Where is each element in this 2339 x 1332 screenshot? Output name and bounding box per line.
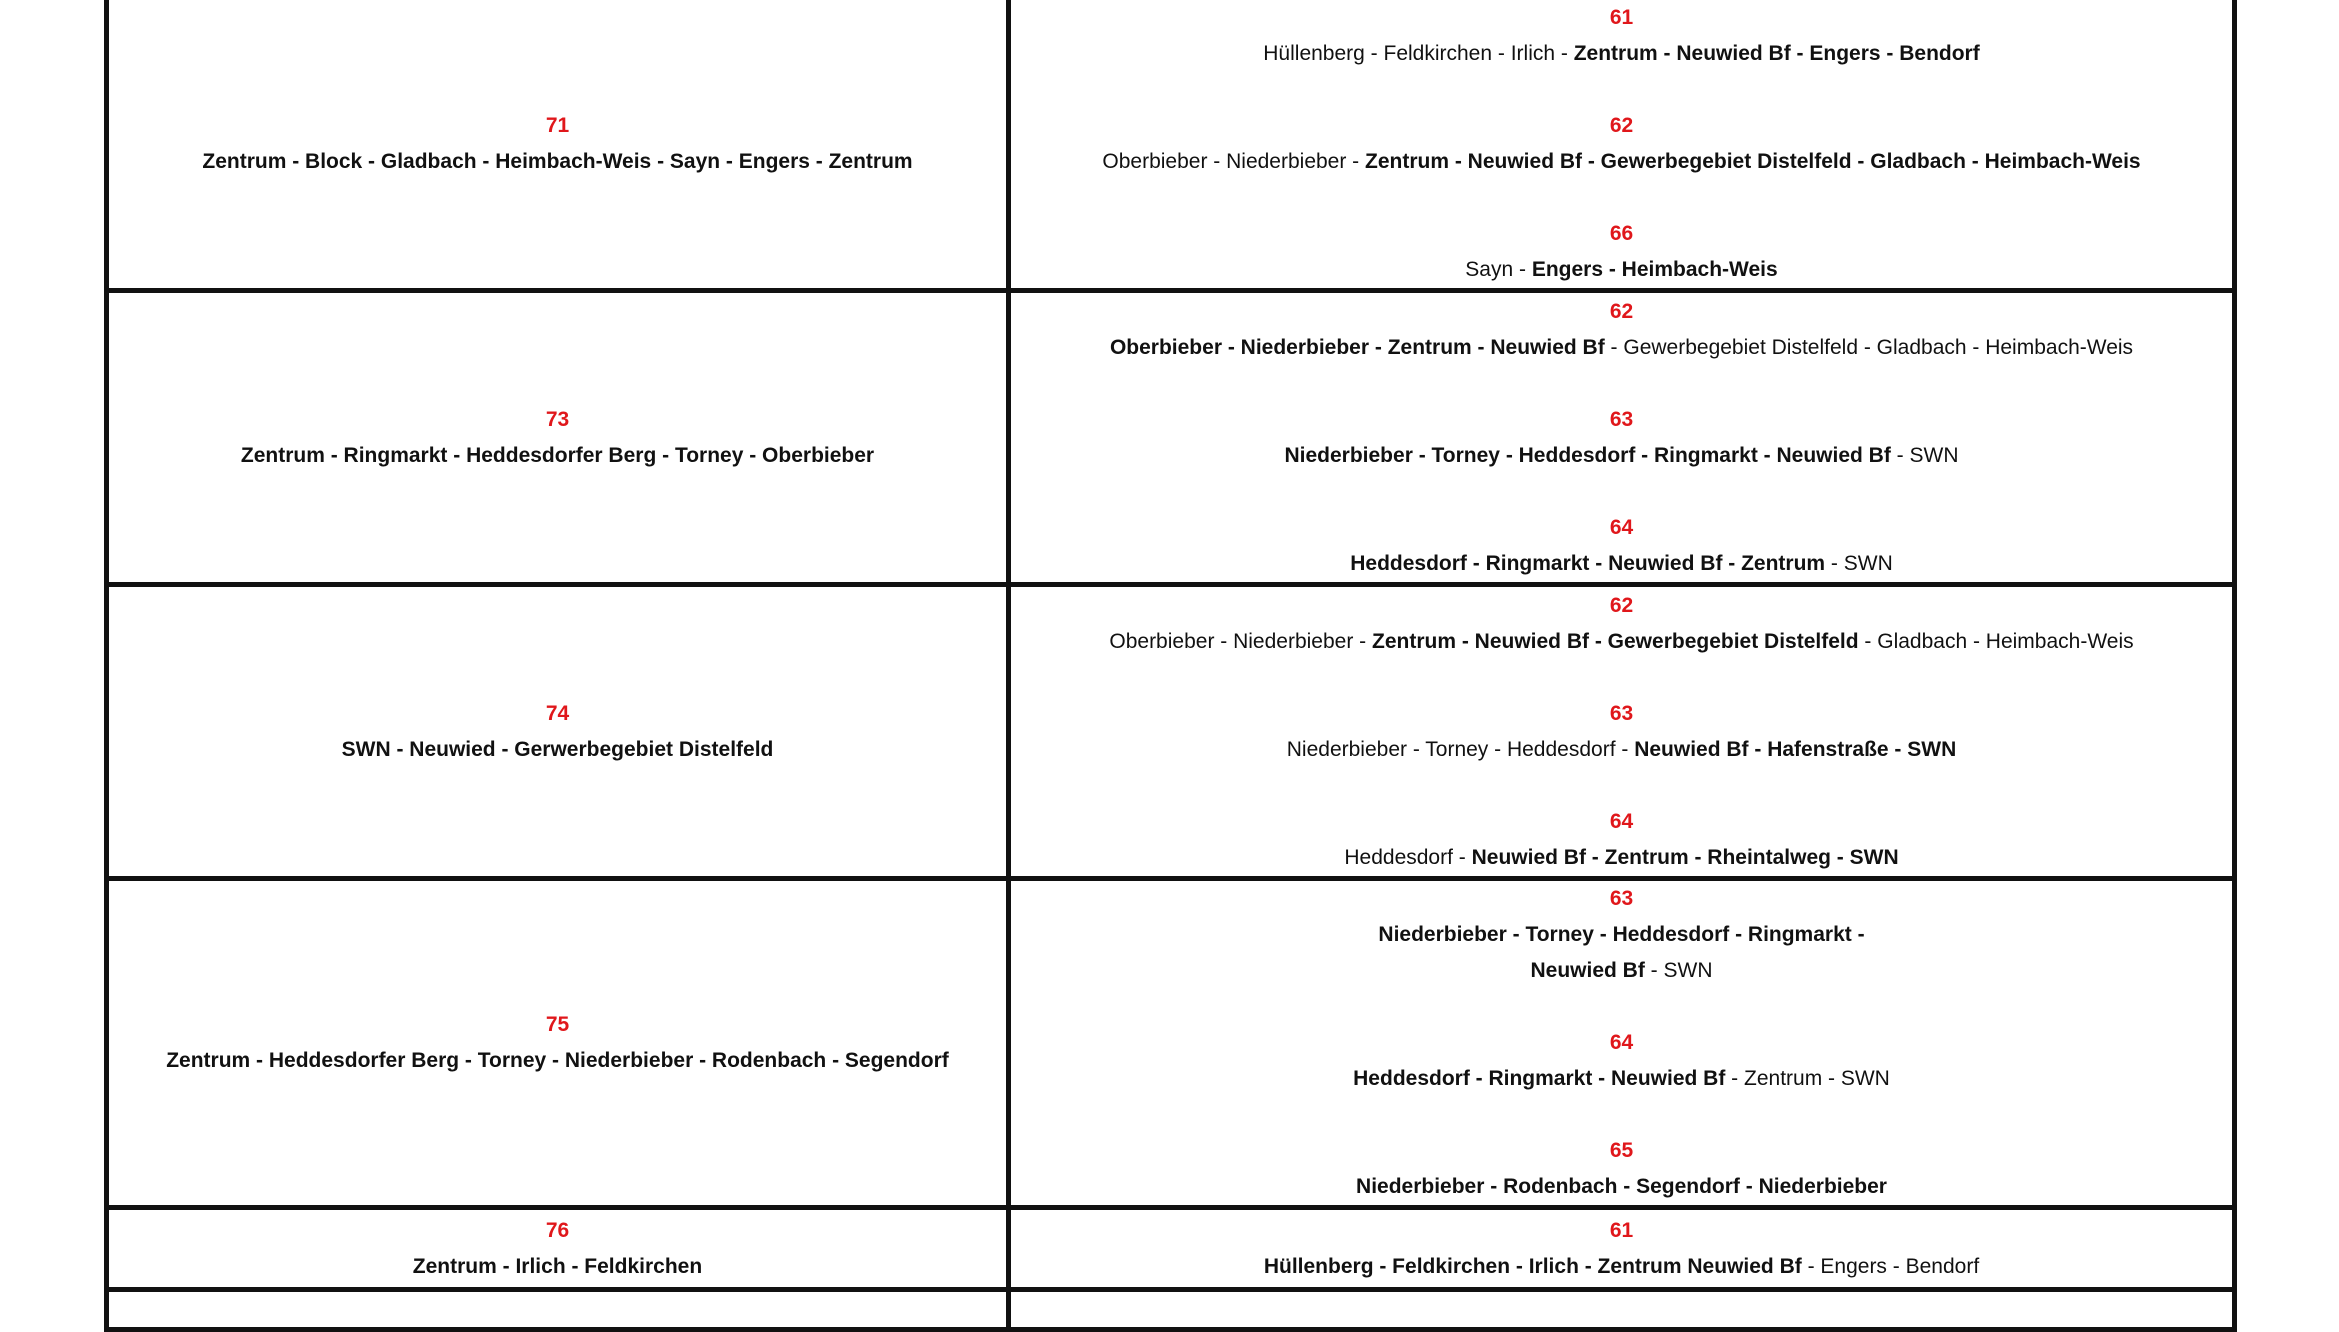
route-stop-segment: Sayn -: [1465, 257, 1532, 281]
route-number: 74: [545, 701, 570, 725]
connecting-line-number: 64: [1609, 515, 1634, 539]
route-stop-segment: Zentrum - Irlich - Feldkirchen: [412, 1254, 703, 1278]
route-stop-segment: Oberbieber - Niederbieber - Zentrum - Neuwied Bf: [1109, 335, 1605, 359]
connecting-lines-list: [1011, 294, 2232, 582]
connecting-lines-cell: [1009, 585, 2235, 879]
route-stop-segment: Oberbieber - Niederbieber -: [1102, 149, 1366, 173]
route-stop-segment: Neuwied Bf - Hafenstraße - SWN: [1634, 737, 1957, 761]
spacer: [1011, 989, 2232, 1025]
spacer: [1011, 180, 2232, 216]
connecting-lines-list: [1011, 1213, 2232, 1285]
route-stop-segment: Zentrum - Neuwied Bf - Engers - Bendorf: [1573, 41, 1980, 65]
route-stop-segment: - Gladbach - Heimbach-Weis: [1858, 629, 2134, 653]
connecting-line-number: 63: [1609, 887, 1634, 910]
spacer: [1011, 768, 2232, 804]
connecting-line-number: 66: [1609, 221, 1634, 245]
route-stops: [109, 144, 1006, 180]
empty-cell: [1009, 1290, 2235, 1330]
connecting-lines-cell: [1009, 879, 2235, 1208]
connecting-line-number: 62: [1609, 299, 1634, 323]
connecting-line-stops: [1011, 1061, 2232, 1097]
table-row: [107, 0, 2235, 291]
connecting-lines-list: [1011, 588, 2232, 876]
route-stops: [109, 1043, 1006, 1079]
route-stop-segment: - Engers - Bendorf: [1801, 1254, 1980, 1278]
connecting-line-stops: [1011, 252, 2232, 288]
route-stops: [109, 438, 1006, 474]
connecting-line-stops: [1011, 917, 2232, 953]
route-stops: [109, 1249, 1006, 1285]
route-stop-segment: Neuwied Bf - Zentrum - Rheintalweg - SWN: [1471, 845, 1899, 869]
route-connection-table: [104, 0, 2237, 1332]
connecting-line-stops: [1011, 840, 2232, 876]
table-row: [107, 291, 2235, 585]
table-row-empty: [107, 1290, 2235, 1330]
connecting-line-number: 62: [1609, 593, 1634, 617]
route-stop-segment: Zentrum - Heddesdorfer Berg - Torney - Niederbieber - Rodenbach - Segendorf: [166, 1049, 949, 1072]
route-stop-segment: - SWN: [1890, 443, 1959, 467]
route-stop-segment: Niederbieber - Torney - Heddesdorf - Ringmarkt -: [1378, 923, 1865, 946]
route-number: 71: [545, 113, 570, 137]
route-stop-segment: - Gewerbegebiet Distelfeld - Gladbach - Heimbach-Weis: [1604, 335, 2134, 359]
route-stop-segment: Niederbieber - Torney - Heddesdorf -: [1286, 737, 1635, 761]
connecting-line-stops: [1011, 438, 2232, 474]
connecting-line-number: 64: [1609, 1031, 1634, 1054]
connecting-lines-cell: [1009, 291, 2235, 585]
connecting-line-number: 63: [1609, 701, 1634, 725]
route-stop-segment: Heddesdorf - Ringmarkt - Neuwied Bf: [1353, 1067, 1726, 1090]
route-stop-segment: Heddesdorf -: [1344, 845, 1472, 869]
table-row: [107, 1208, 2235, 1290]
empty-cell: [107, 1290, 1009, 1330]
connecting-line-stops: [1011, 330, 2232, 366]
connecting-line-stops: [1011, 1169, 2232, 1205]
route-stop-segment: - SWN: [1825, 551, 1893, 575]
main-route-cell: [107, 291, 1009, 585]
spacer: [1011, 660, 2232, 696]
route-stop-segment: Engers - Heimbach-Weis: [1531, 257, 1778, 281]
connecting-line-stops: [1011, 953, 2232, 989]
connecting-line-number: 61: [1609, 5, 1634, 29]
main-route-cell: [107, 1208, 1009, 1290]
spacer: [1011, 474, 2232, 510]
route-stop-segment: Zentrum - Block - Gladbach - Heimbach-Weis - Sayn - Engers - Zentrum: [202, 149, 913, 173]
table-row: [107, 879, 2235, 1208]
route-stop-segment: Heddesdorf - Ringmarkt - Neuwied Bf - Zentrum: [1350, 551, 1826, 575]
route-stop-segment: Niederbieber - Torney - Heddesdorf - Ringmarkt - Neuwied Bf: [1284, 443, 1891, 467]
route-stop-segment: Oberbieber - Niederbieber -: [1109, 629, 1372, 653]
connecting-line-stops: [1011, 624, 2232, 660]
connecting-line-number: 61: [1609, 1218, 1634, 1242]
connecting-line-number: 65: [1609, 1139, 1634, 1162]
route-stop-segment: Neuwied Bf: [1530, 959, 1645, 982]
main-route-cell: [107, 585, 1009, 879]
route-stop-segment: Niederbieber - Rodenbach - Segendorf - Niederbieber: [1356, 1175, 1887, 1198]
route-stop-segment: Zentrum - Neuwied Bf - Gewerbegebiet Distelfeld - Gladbach - Heimbach-Weis: [1365, 149, 2141, 173]
route-number: 73: [545, 407, 570, 431]
connecting-lines-list: [1011, 0, 2232, 288]
connecting-line-number: 64: [1609, 809, 1634, 833]
connecting-line-stops: [1011, 1249, 2232, 1285]
connecting-line-number: 63: [1609, 407, 1634, 431]
connecting-lines-cell: [1009, 0, 2235, 291]
connecting-line-number: 62: [1609, 113, 1634, 137]
route-stop-segment: Zentrum - Ringmarkt - Heddesdorfer Berg - Torney - Oberbieber: [240, 443, 875, 467]
route-stop-segment: Zentrum - Neuwied Bf - Gewerbegebiet Distelfeld: [1372, 629, 1859, 653]
table-row: [107, 585, 2235, 879]
spacer: [1011, 366, 2232, 402]
connecting-lines-cell: [1009, 1208, 2235, 1290]
route-stop-segment: - SWN: [1644, 959, 1713, 982]
connecting-line-stops: [1011, 732, 2232, 768]
spacer: [1011, 72, 2232, 108]
route-number: 76: [545, 1218, 570, 1242]
connecting-lines-list: [1011, 881, 2232, 1205]
connecting-line-stops: [1011, 546, 2232, 582]
connecting-line-stops: [1011, 144, 2232, 180]
main-route-cell: [107, 0, 1009, 291]
spacer: [1011, 1097, 2232, 1133]
route-stop-segment: - Zentrum - SWN: [1725, 1067, 1890, 1090]
route-stops: [109, 732, 1006, 768]
route-stop-segment: Hüllenberg - Feldkirchen - Irlich -: [1263, 41, 1574, 65]
route-stop-segment: Hüllenberg - Feldkirchen - Irlich - Zentrum Neuwied Bf: [1263, 1254, 1802, 1278]
main-route-cell: [107, 879, 1009, 1208]
route-number: 75: [545, 1013, 570, 1036]
connecting-line-stops: [1011, 36, 2232, 72]
route-stop-segment: SWN - Neuwied - Gerwerbegebiet Distelfeld: [341, 737, 774, 761]
